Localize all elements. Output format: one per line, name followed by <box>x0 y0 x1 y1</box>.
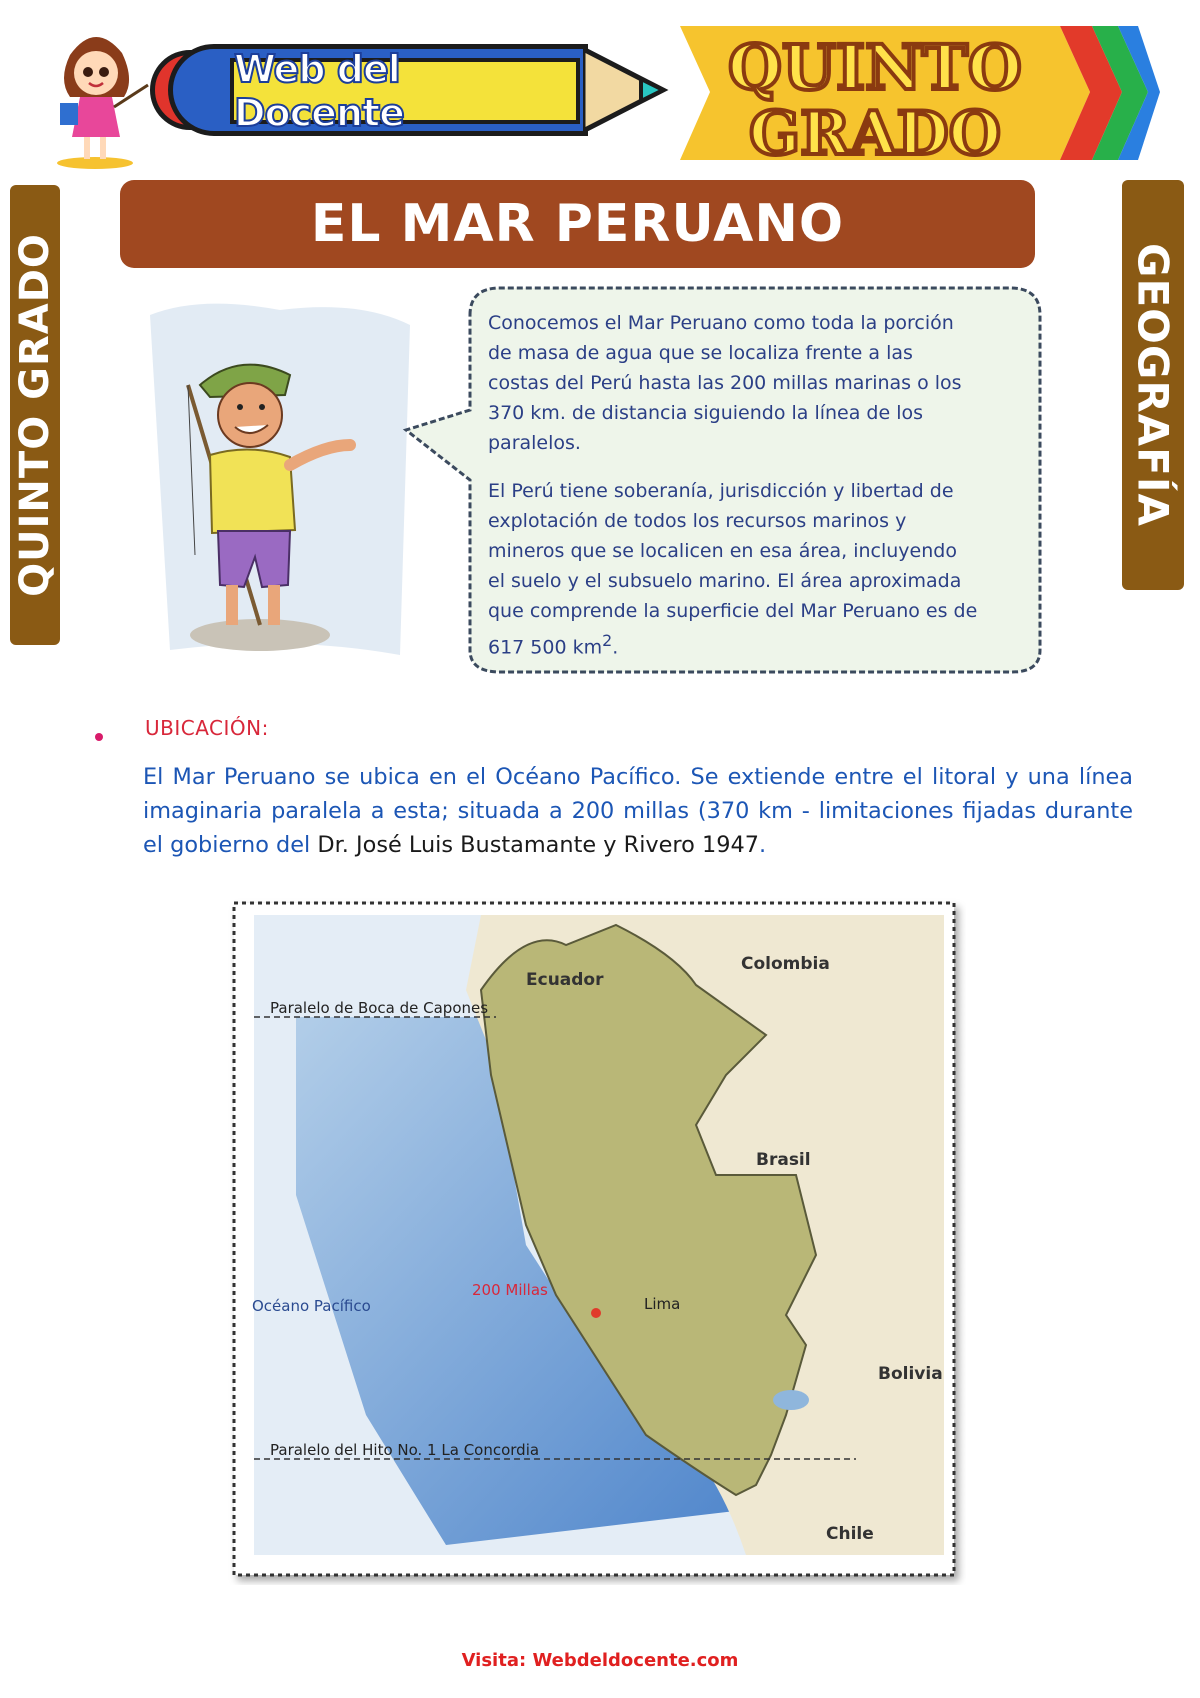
ubicacion-text <box>143 760 1133 862</box>
footer-site-link[interactable]: Webdeldocente.com <box>532 1650 739 1671</box>
bubble-paragraph-1: Conocemos el Mar Peruano como toda la porción de masa de agua que se localiza frente a las costas del Perú hasta las 200 millas marinas o los 370 km. de distancia siguiendo la línea de los paralelos. <box>488 312 962 454</box>
side-banner-subject <box>1122 180 1184 590</box>
map-label-colombia: Colombia <box>741 954 830 974</box>
map-label-millas: 200 Millas <box>472 1281 548 1299</box>
grade-line2: GRADO <box>749 99 1001 169</box>
page-title: EL MAR PERUANO <box>310 194 845 254</box>
pencil-tip-icon <box>583 44 693 136</box>
ubicacion-text-president: Dr. José Luis Bustamante y Rivero 1947 <box>317 832 759 858</box>
side-banner-subject-text: GEOGRAFÍA <box>1128 242 1178 528</box>
peru-sea-map <box>226 895 966 1585</box>
bullet-icon <box>95 733 103 741</box>
map-label-paralelo-norte: Paralelo de Boca de Capones <box>270 999 489 1017</box>
bubble-paragraph-2-sup: 2 <box>602 631 613 650</box>
map-label-bolivia: Bolivia <box>878 1364 943 1384</box>
map-label-paralelo-sur: Paralelo del Hito No. 1 La Concordia <box>270 1441 540 1459</box>
site-logo-text: Web del Docente <box>234 47 404 135</box>
side-banner-grade <box>10 185 60 645</box>
footer <box>0 1650 1200 1671</box>
grade-line1: QUINTO <box>728 31 1022 104</box>
map-label-brasil: Brasil <box>756 1150 811 1170</box>
ubicacion-heading: UBICACIÓN: <box>145 716 269 740</box>
ubicacion-text-end: . <box>758 832 767 858</box>
map-label-chile: Chile <box>826 1524 874 1544</box>
map-label-oceano: Océano Pacífico <box>252 1297 371 1315</box>
bubble-paragraph-2-end: . <box>612 636 619 659</box>
fisherman-boy-illustration <box>140 295 420 665</box>
map-label-lima: Lima <box>644 1295 681 1313</box>
footer-label: Visita: <box>461 1650 533 1671</box>
map-label-ecuador: Ecuador <box>526 970 604 990</box>
site-logo[interactable] <box>230 47 580 135</box>
grade-badge <box>680 14 1160 174</box>
ubicacion-text-main: El Mar Peruano se ubica en el Océano Pacífico. Se extiende entre el litoral y una línea imaginaria paralela a esta; situada a 200 millas (370 km - limitaciones fijadas durante el gobierno del <box>143 764 1133 858</box>
bubble-text <box>488 308 978 680</box>
teacher-mascot-illustration <box>40 25 155 170</box>
bubble-paragraph-2 <box>488 476 978 662</box>
bubble-paragraph-2-main: El Perú tiene soberanía, jurisdicción y libertad de explotación de todos los recursos marinos y mineros que se localicen en esa área, incluyendo el suelo y el subsuelo marino. El área aproximada que comprende la superficie del Mar Peruano es de 617 500 km <box>488 480 978 659</box>
side-banner-grade-text: QUINTO GRADO <box>12 233 58 597</box>
page-title-bar <box>120 180 1035 268</box>
